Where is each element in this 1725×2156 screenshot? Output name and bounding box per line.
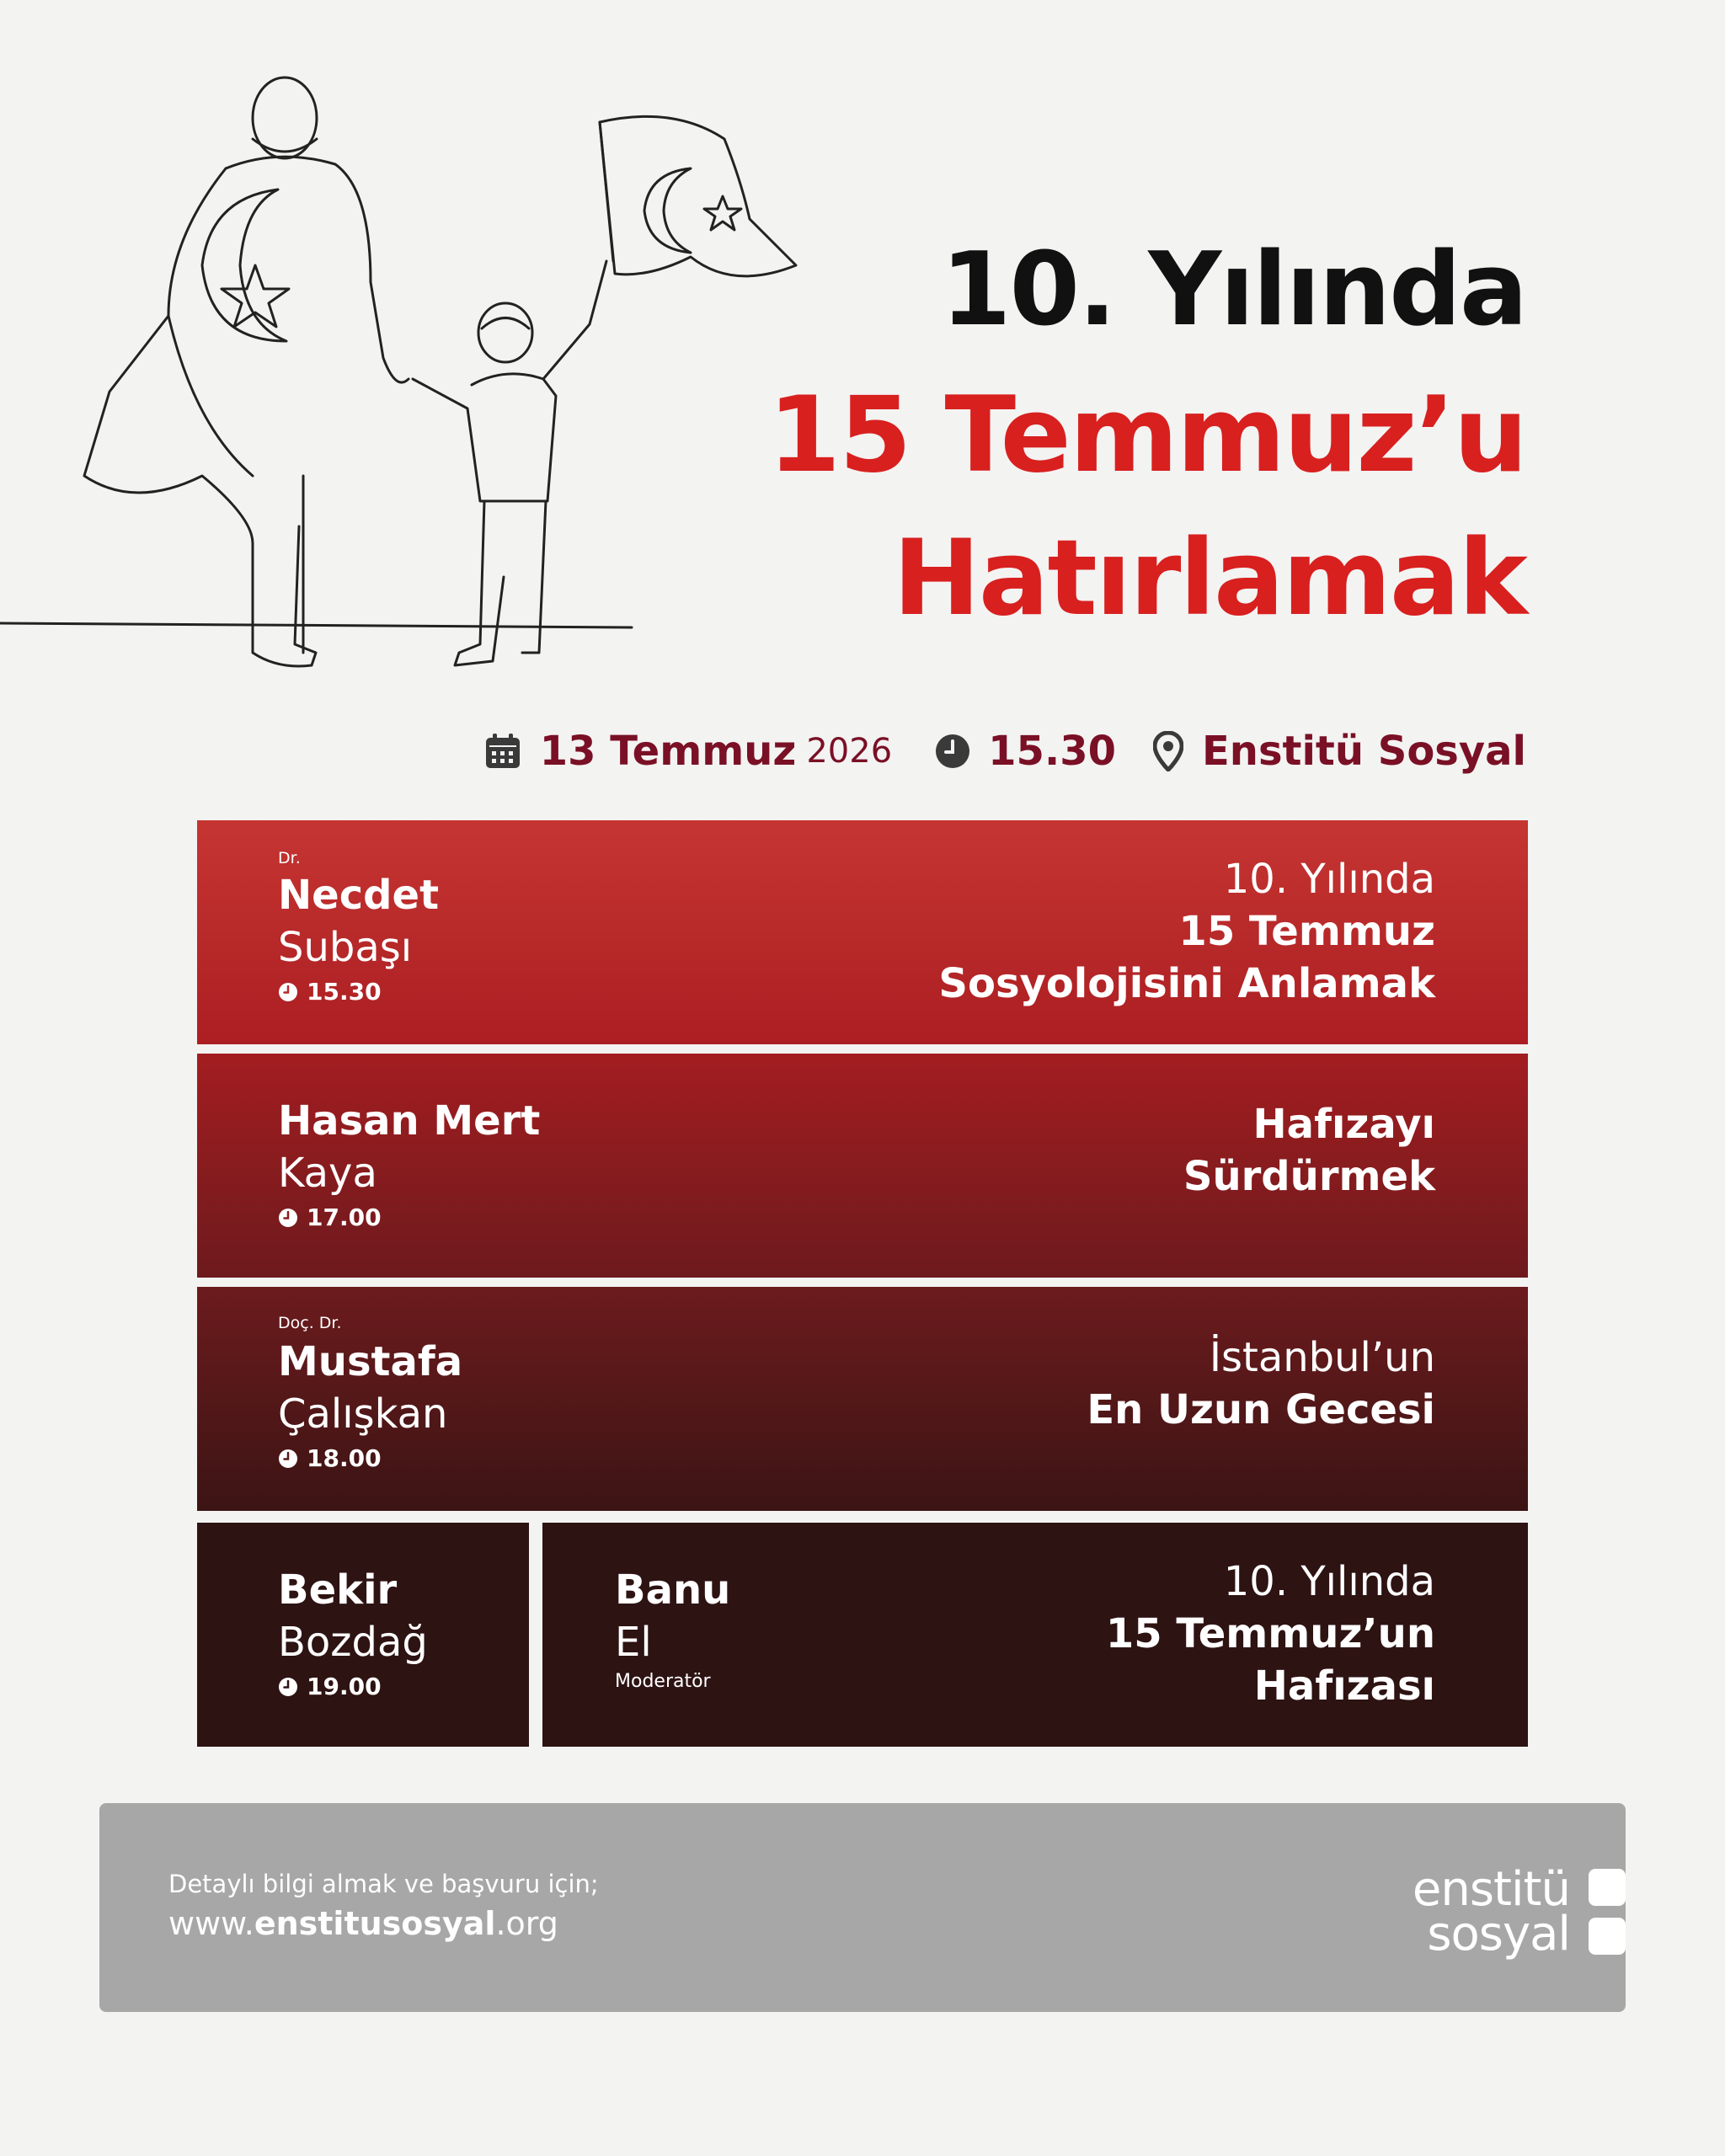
event-venue-label: Enstitü Sosyal xyxy=(1201,728,1526,775)
moderator-first-name: Banu xyxy=(615,1566,731,1614)
logo-line-2: sosyal xyxy=(1427,1907,1570,1962)
topic-line-3: Hafızası xyxy=(1253,1662,1435,1710)
topic-line-2: 15 Temmuz’un xyxy=(1105,1610,1435,1657)
logo-line-1: enstitü xyxy=(1412,1862,1570,1917)
moderator xyxy=(615,1566,731,1692)
topic-line-2: En Uzun Gecesi xyxy=(1087,1386,1435,1433)
logo-text xyxy=(1412,1862,1570,1962)
topic-line-1: 10. Yılında xyxy=(1223,1558,1435,1605)
session-topic xyxy=(1087,1334,1435,1433)
topic-line-2: Sürdürmek xyxy=(1183,1153,1435,1200)
speaker-first-name: Hasan Mert xyxy=(278,1097,541,1145)
speaker-4 xyxy=(278,1566,428,1700)
topic-line-2: 15 Temmuz xyxy=(1178,908,1435,955)
footer-note: Detaylı bilgi almak ve başvuru için; xyxy=(168,1870,599,1898)
clock-icon xyxy=(934,733,971,770)
session-time-label: 18.00 xyxy=(307,1444,382,1472)
url-prefix: www. xyxy=(168,1905,254,1942)
flag-illustration xyxy=(0,72,809,695)
moderator-role: Moderatör xyxy=(615,1671,711,1692)
title-line-1: 10. Yılında xyxy=(941,232,1526,349)
session-card-2 xyxy=(197,1054,1528,1278)
event-venue xyxy=(1153,728,1526,775)
event-info-row xyxy=(484,728,1526,775)
session-topic xyxy=(938,856,1435,1007)
speaker-honorific: Doç. Dr. xyxy=(278,1314,342,1332)
speaker-last-name: Çalışkan xyxy=(278,1390,448,1438)
calendar-icon xyxy=(484,733,521,770)
location-pin-icon xyxy=(1153,731,1183,771)
session-card-4-moderator xyxy=(542,1523,1528,1747)
session-time-label: 15.30 xyxy=(307,978,382,1006)
speaker-2 xyxy=(278,1097,541,1231)
event-year-label: 2026 xyxy=(806,732,893,771)
speaker-last-name: Subaşı xyxy=(278,924,413,971)
speaker-1 xyxy=(278,851,439,1006)
event-time xyxy=(934,728,1116,775)
session-topic xyxy=(1183,1101,1435,1200)
speaker-first-name: Bekir xyxy=(278,1566,398,1614)
topic-line-1: 10. Yılında xyxy=(1223,856,1435,903)
speaker-last-name: Kaya xyxy=(278,1150,377,1197)
title-line-3: Hatırlamak xyxy=(893,518,1526,639)
footer-url-link[interactable] xyxy=(168,1905,558,1942)
event-time-label: 15.30 xyxy=(988,728,1116,775)
speaker-3 xyxy=(278,1315,462,1472)
clock-icon xyxy=(278,1677,298,1697)
enstitu-sosyal-logo xyxy=(1412,1862,1626,1962)
clock-icon xyxy=(278,982,298,1002)
session-time xyxy=(278,1444,462,1472)
session-card-3 xyxy=(197,1287,1528,1511)
session-card-4-speaker xyxy=(197,1523,529,1747)
title-line-2: 15 Temmuz’u xyxy=(767,375,1526,496)
clock-icon xyxy=(278,1449,298,1469)
event-date xyxy=(484,728,892,775)
speaker-first-name: Mustafa xyxy=(278,1338,463,1385)
speaker-first-name: Necdet xyxy=(278,872,440,919)
logo-square-icon xyxy=(1589,1869,1626,1955)
session-time-label: 19.00 xyxy=(307,1673,382,1700)
session-time-label: 17.00 xyxy=(307,1203,382,1231)
session-time xyxy=(278,978,439,1006)
session-time xyxy=(278,1673,428,1700)
topic-line-1: İstanbul’un xyxy=(1209,1334,1435,1381)
clock-icon xyxy=(278,1208,298,1228)
session-time xyxy=(278,1203,540,1231)
session-topic xyxy=(1105,1558,1435,1710)
topic-line-3: Sosyolojisini Anlamak xyxy=(938,960,1435,1007)
speaker-last-name: Bozdağ xyxy=(278,1619,428,1666)
event-date-label: 13 Temmuz xyxy=(539,728,797,775)
url-suffix: .org xyxy=(495,1905,558,1942)
session-card-1 xyxy=(197,820,1528,1044)
topic-line-1: Hafızayı xyxy=(1252,1101,1435,1148)
moderator-last-name: El xyxy=(615,1619,652,1666)
url-domain: enstitusosyal xyxy=(254,1905,496,1942)
speaker-honorific: Dr. xyxy=(278,849,301,867)
